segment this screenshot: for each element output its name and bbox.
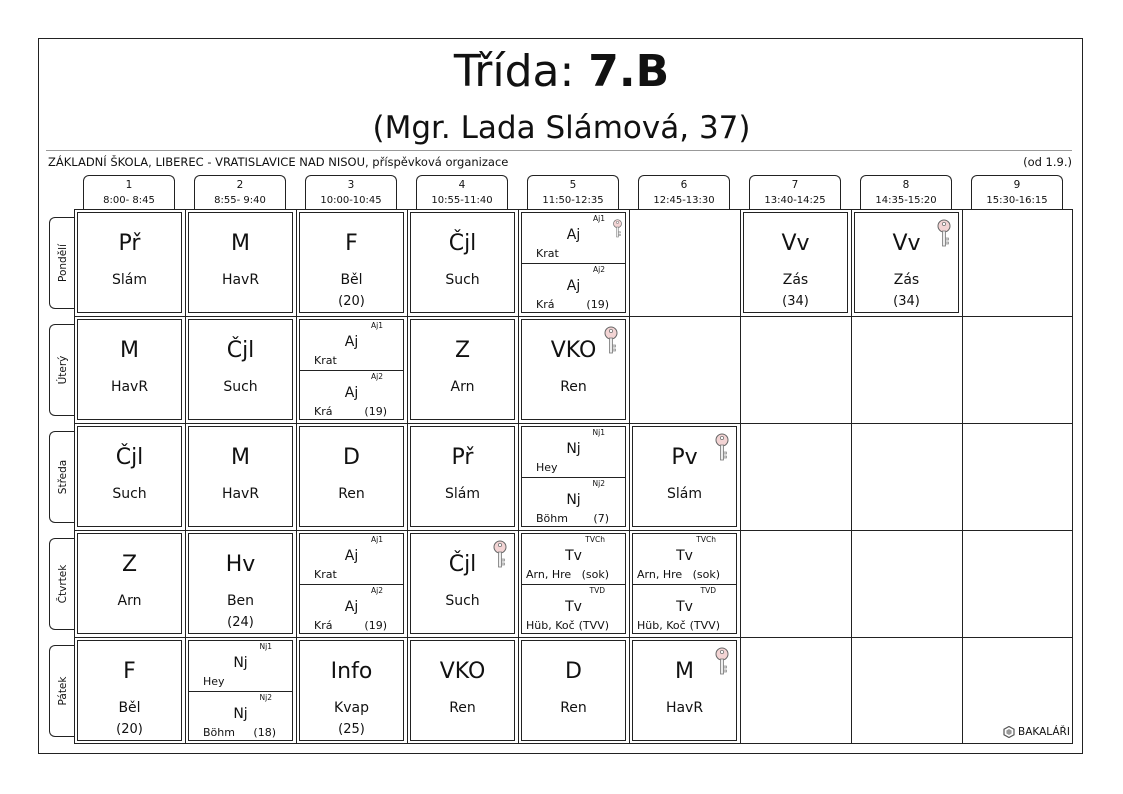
- room: (sok): [581, 568, 609, 581]
- period-number: 3: [347, 179, 355, 191]
- group-lesson[interactable]: [300, 534, 403, 584]
- school-name: ZÁKLADNÍ ŠKOLA, LIBEREC - VRATISLAVICE NAD NISOU, příspěvková organizace: [48, 155, 509, 169]
- teacher: Slám: [667, 486, 702, 502]
- subject: D: [565, 659, 582, 684]
- period-number: 1: [125, 179, 133, 191]
- group-name: TVD: [700, 585, 716, 595]
- lesson-cell[interactable]: [410, 319, 515, 420]
- teacher: Zás: [893, 272, 920, 288]
- period-header: [194, 175, 286, 209]
- grid-column-line: [185, 209, 186, 744]
- period-time: 13:40-14:25: [764, 195, 826, 206]
- lesson-cell[interactable]: [854, 212, 959, 313]
- lesson-cell[interactable]: [632, 640, 737, 741]
- class-teacher: (Mgr. Lada Slámová, 37): [372, 110, 751, 146]
- lesson-cell[interactable]: [410, 212, 515, 313]
- subject: Tv: [565, 598, 582, 615]
- teacher: Arn, Hre: [526, 568, 572, 581]
- grid-column-line: [740, 209, 741, 744]
- subject: Nj: [233, 705, 248, 722]
- day-name: Pondělí: [56, 244, 69, 282]
- teacher: Ren: [449, 700, 476, 716]
- key-icon: [492, 540, 508, 570]
- room: (19): [364, 404, 387, 418]
- key-icon: [714, 647, 730, 677]
- teacher: Krá: [314, 618, 333, 632]
- subject: Aj: [566, 227, 581, 243]
- room: (25): [338, 722, 365, 737]
- period-header: [83, 175, 175, 209]
- grid-column-line: [296, 209, 297, 744]
- lesson-cell[interactable]: [77, 533, 182, 634]
- lesson-cell[interactable]: [521, 533, 626, 634]
- subject: Př: [118, 231, 141, 256]
- teacher: Kvap: [334, 700, 369, 716]
- lesson-cell[interactable]: [521, 426, 626, 527]
- day-label-4: [49, 538, 75, 630]
- subject: M: [120, 338, 139, 363]
- day-name: Úterý: [56, 355, 69, 385]
- period-time: 14:35-15:20: [875, 195, 937, 206]
- room: (18): [253, 725, 276, 739]
- subject: M: [231, 231, 250, 256]
- subject: Čjl: [448, 552, 477, 577]
- teacher: Arn: [450, 379, 475, 395]
- lesson-cell[interactable]: [299, 640, 404, 741]
- room: (24): [227, 615, 254, 630]
- teacher: Slám: [112, 272, 147, 288]
- room: (20): [116, 722, 143, 737]
- lesson-cell[interactable]: [77, 640, 182, 741]
- group-lesson[interactable]: [522, 477, 625, 528]
- group-lesson[interactable]: [522, 427, 625, 477]
- subject: Aj: [344, 598, 359, 615]
- teacher: Böhm: [536, 511, 568, 525]
- grid-row-line: [74, 316, 1073, 317]
- grid-row-line: [74, 530, 1073, 531]
- period-header: [749, 175, 841, 209]
- room: (34): [893, 294, 920, 309]
- group-name: Aj2: [371, 585, 383, 595]
- grid-column-line: [962, 209, 963, 744]
- subject: Info: [330, 659, 373, 684]
- period-number: 5: [569, 179, 577, 191]
- lesson-cell[interactable]: [410, 533, 515, 634]
- subject: Vv: [781, 231, 810, 256]
- teacher: Krat: [536, 247, 559, 260]
- lesson-cell[interactable]: [743, 212, 848, 313]
- group-lesson[interactable]: [633, 534, 736, 584]
- key-icon: [714, 433, 730, 463]
- teacher: HavR: [110, 379, 149, 395]
- teacher: HavR: [221, 486, 260, 502]
- subject: Z: [454, 338, 471, 363]
- grid-column-line: [407, 209, 408, 744]
- group-name: TVCh: [585, 535, 605, 544]
- subject: Z: [121, 552, 138, 577]
- subject: Hv: [225, 552, 256, 577]
- group-name: Aj1: [371, 535, 383, 544]
- group-name: TVD: [589, 585, 605, 595]
- group-name: Nj1: [592, 428, 605, 437]
- lesson-cell[interactable]: [188, 212, 293, 313]
- period-time: 8:00- 8:45: [103, 195, 155, 206]
- group-lesson[interactable]: [522, 534, 625, 584]
- group-lesson[interactable]: [300, 370, 403, 421]
- subject: Aj: [344, 384, 359, 401]
- teacher: Such: [445, 593, 480, 609]
- period-number: 2: [236, 179, 244, 191]
- period-header: [416, 175, 508, 209]
- group-name: Aj2: [593, 264, 605, 274]
- teacher: Slám: [445, 486, 480, 502]
- subject: Tv: [676, 598, 693, 615]
- group-name: TVCh: [696, 535, 716, 544]
- group-lesson[interactable]: [189, 691, 292, 742]
- subject: F: [123, 659, 136, 684]
- period-time: 10:55-11:40: [431, 195, 493, 206]
- group-lesson[interactable]: [189, 641, 292, 691]
- key-icon: [603, 326, 619, 356]
- subject: Př: [451, 445, 474, 470]
- group-name: Nj2: [259, 692, 272, 702]
- lesson-cell[interactable]: [188, 640, 293, 741]
- teacher: Ben: [226, 593, 255, 609]
- teacher: HavR: [221, 272, 260, 288]
- period-header: [971, 175, 1063, 209]
- teacher: Zás: [782, 272, 809, 288]
- grid-column-line: [629, 209, 630, 744]
- teacher: Arn: [117, 593, 142, 609]
- group-lesson[interactable]: [633, 584, 736, 635]
- teacher: Ren: [338, 486, 365, 502]
- teacher: Böhm: [203, 725, 235, 739]
- teacher: Such: [112, 486, 147, 502]
- day-name: Středa: [56, 459, 69, 495]
- subject: M: [675, 659, 694, 684]
- lesson-cell[interactable]: [188, 533, 293, 634]
- subject: Nj: [566, 491, 581, 508]
- period-time: 10:00-10:45: [320, 195, 382, 206]
- period-header: [527, 175, 619, 209]
- room: (34): [782, 294, 809, 309]
- class-name: 7.B: [588, 46, 670, 97]
- period-number: 8: [902, 179, 910, 191]
- grid-row-line: [74, 423, 1073, 424]
- subject: F: [345, 231, 358, 256]
- teacher: Ren: [560, 700, 587, 716]
- day-label-2: [49, 324, 75, 416]
- room: (sok): [692, 568, 720, 581]
- lesson-cell[interactable]: [77, 319, 182, 420]
- period-number: 7: [791, 179, 799, 191]
- lesson-cell[interactable]: [188, 426, 293, 527]
- period-number: 4: [458, 179, 466, 191]
- subject: M: [231, 445, 250, 470]
- lesson-cell[interactable]: [77, 426, 182, 527]
- subject: Tv: [565, 548, 582, 564]
- group-name: Aj2: [371, 371, 383, 381]
- period-header: [860, 175, 952, 209]
- subject: Čjl: [448, 231, 477, 256]
- room: (7): [593, 511, 609, 525]
- teacher: Hey: [536, 461, 558, 474]
- group-name: Nj1: [259, 642, 272, 651]
- key-icon: [612, 219, 623, 239]
- page-title: Třída: 7.B: [453, 46, 670, 97]
- subject: Aj: [344, 548, 359, 564]
- grid-row-line: [74, 637, 1073, 638]
- lesson-cell[interactable]: [521, 319, 626, 420]
- teacher: Hey: [203, 675, 225, 688]
- lesson-cell[interactable]: [299, 533, 404, 634]
- teacher: Krat: [314, 354, 337, 367]
- lesson-cell[interactable]: [410, 426, 515, 527]
- teacher: Arn, Hre: [637, 568, 683, 581]
- bakalari-logo: BAKALÁŘI: [1003, 726, 1070, 738]
- group-name: Aj1: [371, 321, 383, 330]
- subject: Aj: [344, 334, 359, 350]
- lesson-cell[interactable]: [521, 212, 626, 313]
- group-name: Aj1: [593, 214, 605, 223]
- period-number: 9: [1013, 179, 1021, 191]
- lesson-cell[interactable]: [521, 640, 626, 741]
- subject: VKO: [550, 338, 597, 363]
- room: (20): [338, 294, 365, 309]
- group-lesson[interactable]: [522, 263, 625, 314]
- subject: Vv: [892, 231, 921, 256]
- period-header: [638, 175, 730, 209]
- lesson-cell[interactable]: [77, 212, 182, 313]
- group-lesson[interactable]: [522, 584, 625, 635]
- subject: Tv: [676, 548, 693, 564]
- lesson-cell[interactable]: [188, 319, 293, 420]
- subject: Aj: [566, 277, 581, 294]
- lesson-cell[interactable]: [299, 212, 404, 313]
- grid-column-line: [851, 209, 852, 744]
- period-time: 11:50-12:35: [542, 195, 604, 206]
- teacher: Hüb, Koč: [637, 618, 686, 632]
- group-name: Nj2: [592, 478, 605, 488]
- room: (19): [364, 618, 387, 632]
- subject: VKO: [439, 659, 486, 684]
- group-lesson[interactable]: [300, 320, 403, 370]
- subject: Nj: [233, 655, 248, 671]
- lesson-cell[interactable]: [632, 426, 737, 527]
- lesson-cell[interactable]: [632, 533, 737, 634]
- teacher: Hüb, Koč: [526, 618, 575, 632]
- teacher: Such: [445, 272, 480, 288]
- room: (19): [586, 297, 609, 311]
- teacher: Such: [223, 379, 258, 395]
- room: (TVV): [689, 618, 720, 632]
- lesson-cell[interactable]: [299, 319, 404, 420]
- subject: D: [343, 445, 360, 470]
- teacher: Ren: [560, 379, 587, 395]
- period-time: 12:45-13:30: [653, 195, 715, 206]
- subject: Nj: [566, 441, 581, 457]
- teacher: Běl: [118, 700, 141, 716]
- day-label-1: [49, 217, 75, 309]
- divider: [46, 150, 1072, 151]
- teacher: Krá: [536, 297, 555, 311]
- teacher: Běl: [340, 272, 363, 288]
- day-name: Čtvrtek: [56, 564, 69, 604]
- subject: Pv: [671, 445, 698, 470]
- hexagon-logo-icon: [1003, 726, 1015, 738]
- teacher: HavR: [665, 700, 704, 716]
- valid-from: (od 1.9.): [1023, 155, 1072, 169]
- teacher: Krat: [314, 568, 337, 581]
- group-lesson[interactable]: [300, 584, 403, 635]
- day-label-3: [49, 431, 75, 523]
- room: (TVV): [578, 618, 609, 632]
- subject: Čjl: [115, 445, 144, 470]
- key-icon: [936, 219, 952, 249]
- lesson-cell[interactable]: [410, 640, 515, 741]
- day-name: Pátek: [56, 676, 69, 706]
- subject: Čjl: [226, 338, 255, 363]
- group-lesson[interactable]: [522, 213, 625, 263]
- day-label-5: [49, 645, 75, 737]
- period-time: 15:30-16:15: [986, 195, 1048, 206]
- period-number: 6: [680, 179, 688, 191]
- grid-column-line: [518, 209, 519, 744]
- lesson-cell[interactable]: [299, 426, 404, 527]
- period-time: 8:55- 9:40: [214, 195, 266, 206]
- period-header: [305, 175, 397, 209]
- teacher: Krá: [314, 404, 333, 418]
